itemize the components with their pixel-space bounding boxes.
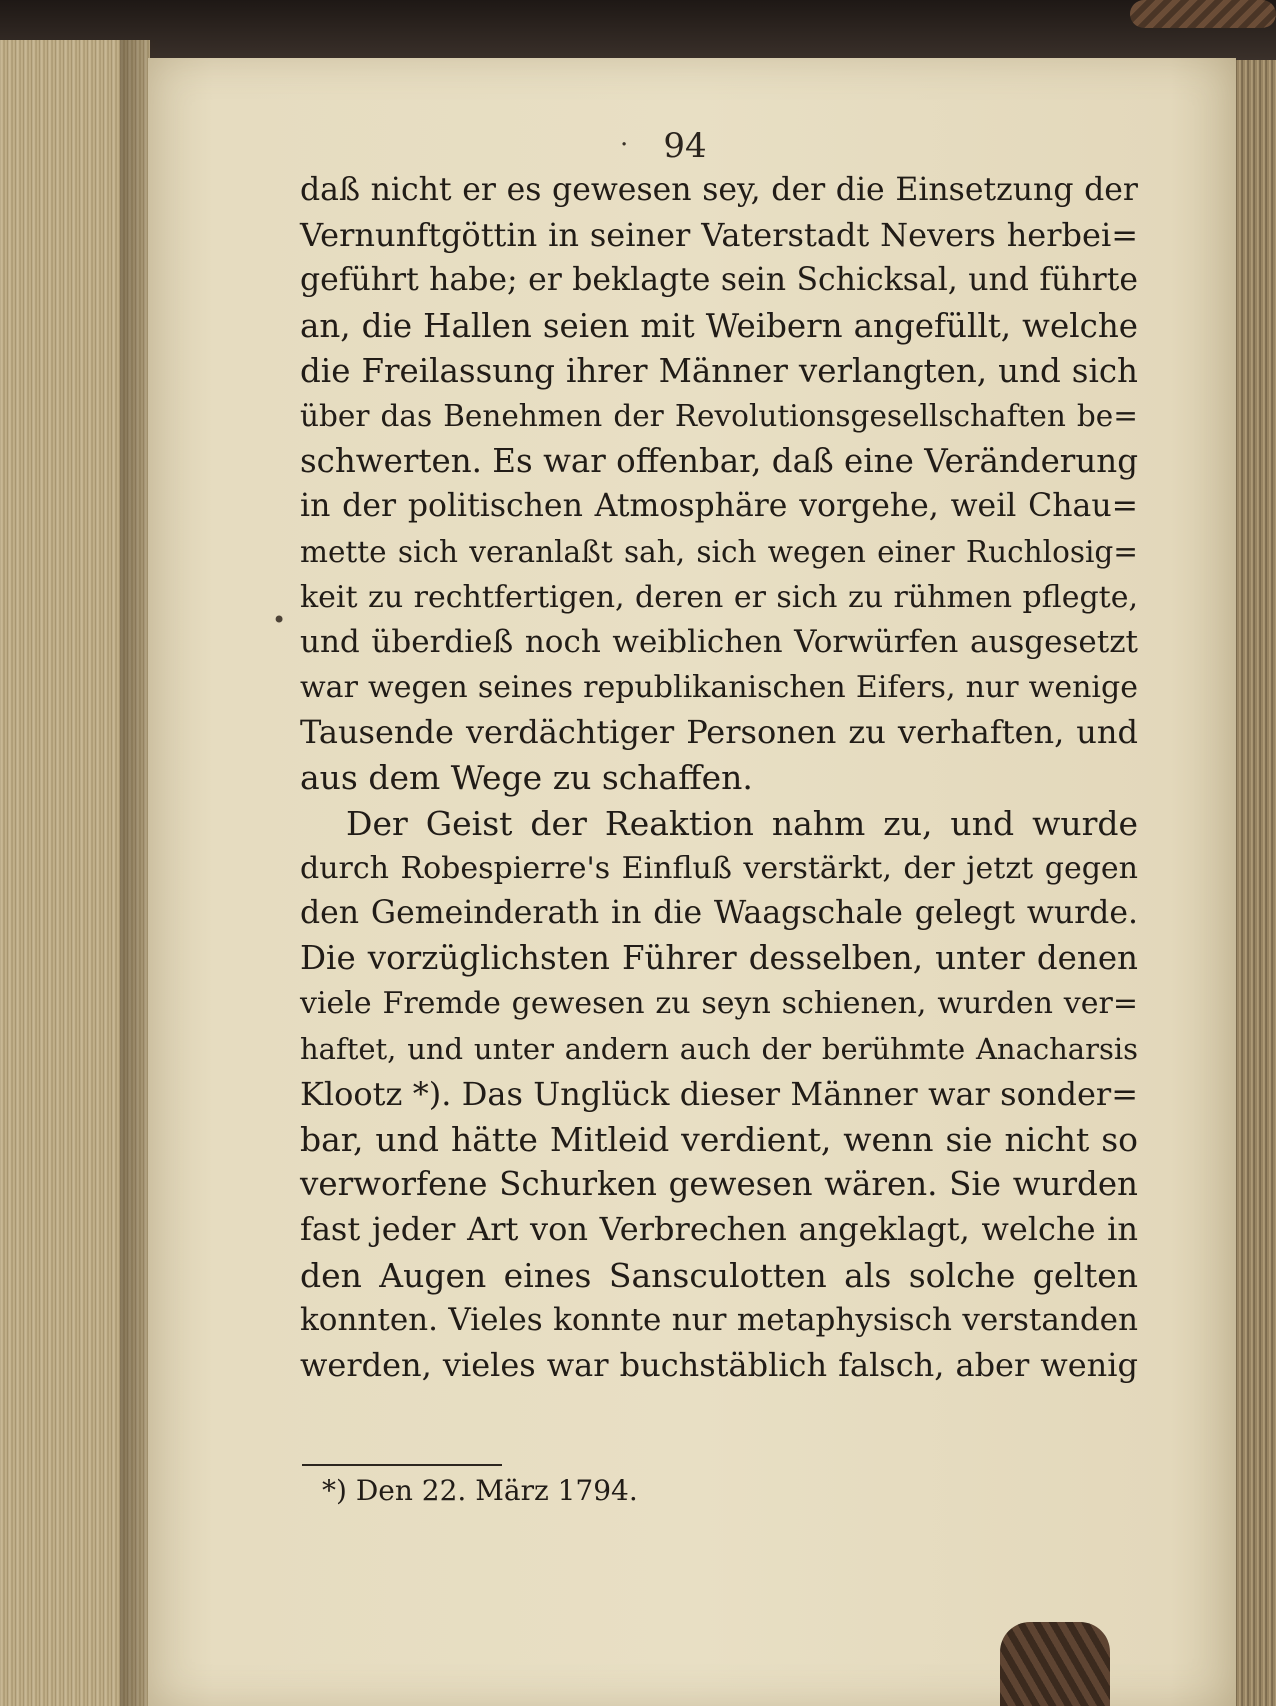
page-mark: · — [620, 130, 629, 160]
text-line: konnten. Vieles konnte nur metaphysisch verstanden — [300, 1301, 1138, 1338]
text-line: keit zu rechtfertigen, deren er sich zu rühmen pflegte, — [300, 579, 1138, 615]
text-line: über das Benehmen der Revolutionsgesellschaften be= — [300, 398, 1138, 433]
text-line: die Freilassung ihrer Männer verlangten, und sich — [300, 351, 1138, 390]
text-line: war wegen seines republikanischen Eifers, nur wenige — [300, 670, 1138, 706]
text-line: daß nicht er es gewesen sey, der die Einsetzung der — [300, 172, 1138, 208]
text-line: durch Robespierre's Einfluß verstärkt, der jetzt gegen — [300, 850, 1138, 886]
page-number: 94 — [663, 126, 707, 166]
text-line: haftet, und unter andern auch der berühmte Anacharsis — [300, 1031, 1138, 1066]
text-line: Die vorzüglichsten Führer desselben, unter denen — [300, 939, 1138, 978]
text-line: schwerten. Es war offenbar, daß eine Veränderung — [300, 442, 1138, 481]
text-line: Tausende verdächtiger Personen zu verhaften, und — [300, 713, 1138, 752]
body-text — [300, 168, 1138, 1388]
text-line: fast jeder Art von Verbrechen angeklagt, welche in — [300, 1210, 1138, 1249]
text-line: in der politischen Atmosphäre vorgehe, weil Chau= — [300, 488, 1138, 525]
text-line: aus dem Wege zu schaffen. — [300, 758, 753, 798]
footnote: *) Den 22. März 1794. — [322, 1474, 638, 1507]
binding-cord-top — [1130, 0, 1276, 28]
footnote-rule — [302, 1464, 502, 1466]
text-line: werden, vieles war buchstäblich falsch, aber wenig — [300, 1345, 1138, 1384]
text-line: Klootz *). Das Unglück dieser Männer war sonder= — [300, 1074, 1138, 1113]
text-line: den Augen eines Sansculotten als solche gelten — [300, 1255, 1138, 1295]
page-edges-right — [1232, 60, 1276, 1706]
text-line: Der Geist der Reaktion nahm zu, und wurde — [346, 803, 1138, 843]
text-line: mette sich veranlaßt sah, sich wegen einer Ruchlosig= — [300, 534, 1138, 569]
binding-cord-bottom — [1000, 1622, 1110, 1706]
text-line: Vernunftgöttin in seiner Vaterstadt Nevers herbei= — [300, 216, 1138, 255]
text-line: viele Fremde gewesen zu seyn schienen, wurden ver= — [300, 986, 1138, 1022]
text-line: bar, und hätte Mitleid verdient, wenn sie nicht so — [300, 1119, 1138, 1159]
text-line: verworfene Schurken gewesen wären. Sie wurden — [300, 1165, 1138, 1204]
text-line: an, die Hallen seien mit Weibern angefüllt, welche — [300, 306, 1138, 345]
book-cover-top — [0, 0, 1276, 60]
margin-dot: • — [272, 606, 287, 634]
text-line: den Gemeinderath in die Waagschale gelegt wurde. — [300, 895, 1138, 931]
text-line: geführt habe; er beklagte sein Schicksal, und führte — [300, 262, 1138, 299]
text-line: und überdieß noch weiblichen Vorwürfen ausgesetzt — [300, 623, 1138, 660]
